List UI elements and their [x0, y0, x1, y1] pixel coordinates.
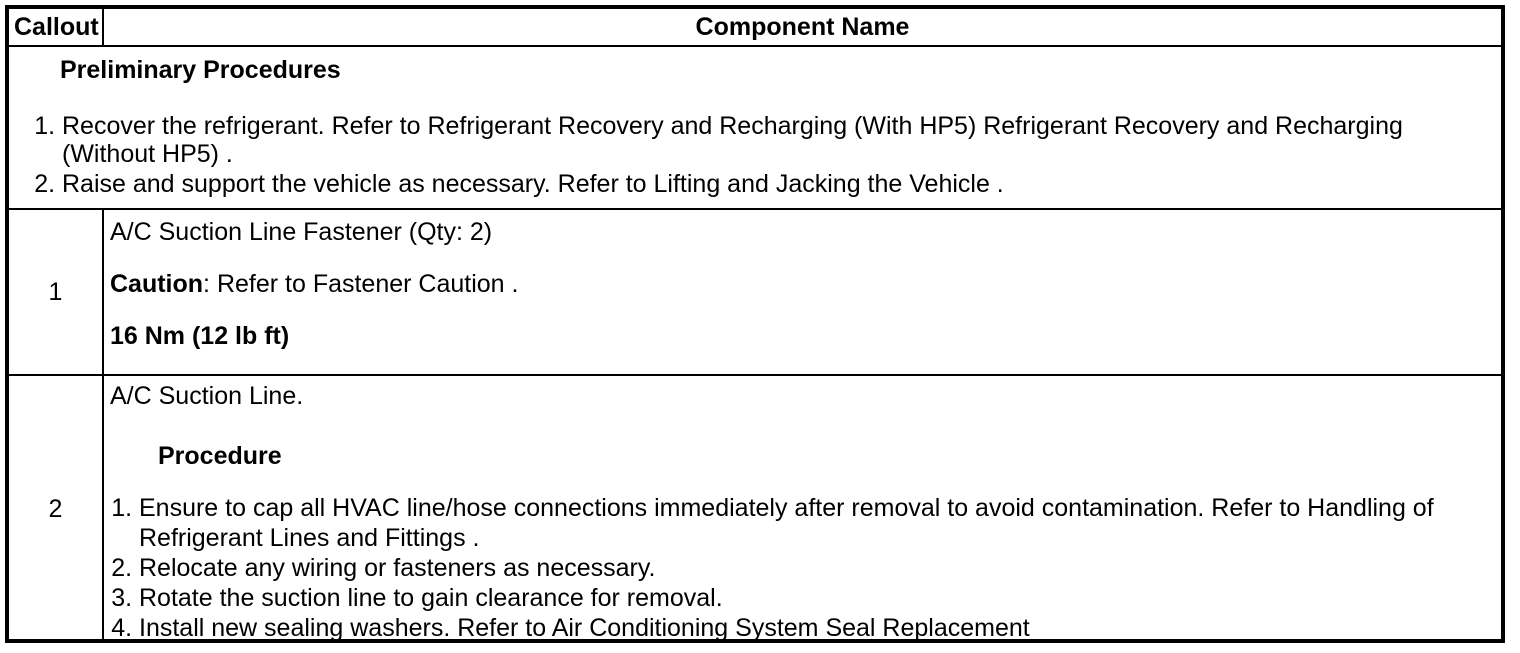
preliminary-step: 2. Raise and support the vehicle as necessary. Refer to Lifting and Jacking the Vehicle .: [62, 170, 1493, 198]
procedure-step: 4. Install new sealing washers. Refer to Air Conditioning System Seal Replacement: [139, 613, 1493, 643]
torque-spec: 16 Nm (12 lb ft): [110, 322, 290, 350]
callout-number: 1: [48, 277, 63, 306]
component-cell: [104, 210, 1501, 374]
preliminary-procedures-row: [9, 47, 1501, 210]
component-name-header-cell: [104, 9, 1501, 45]
callout-header-label: Callout: [14, 12, 99, 41]
procedure-step: 2. Relocate any wiring or fasteners as necessary.: [139, 553, 1493, 583]
caution-text: : Refer to Fastener Caution .: [203, 270, 519, 298]
component-callout-table: [5, 5, 1505, 643]
suction-line-row: [9, 376, 1501, 643]
table-header-row: [9, 9, 1501, 47]
preliminary-step: 1. Recover the refrigerant. Refer to Refrigerant Recovery and Recharging (With HP5) Refrigerant Recovery and Recharging (Without HP5) .: [62, 112, 1493, 168]
component-name: A/C Suction Line Fastener (Qty: 2): [110, 218, 493, 246]
callout-cell: [9, 376, 104, 643]
fastener-row: [9, 210, 1501, 376]
component-cell: [104, 376, 1501, 643]
preliminary-procedures-cell: [9, 47, 1501, 208]
preliminary-steps-list: [17, 112, 1493, 198]
caution-note: [110, 270, 1493, 298]
procedure-step: 3. Rotate the suction line to gain clearance for removal.: [139, 583, 1493, 613]
component-name: A/C Suction Line.: [110, 382, 304, 410]
procedure-step: 1. Ensure to cap all HVAC line/hose connections immediately after removal to avoid contamination. Refer to Handling of Refrigerant Lines and Fittings .: [139, 493, 1493, 553]
caution-label: Caution: [110, 270, 204, 298]
procedure-title: Procedure: [158, 442, 282, 470]
preliminary-procedures-title: Preliminary Procedures: [60, 56, 341, 84]
callout-header-cell: [9, 9, 104, 45]
component-name-header-label: Component Name: [695, 12, 910, 41]
callout-cell: [9, 210, 104, 374]
procedure-steps-list: [110, 493, 1493, 643]
callout-number: 2: [48, 495, 63, 523]
